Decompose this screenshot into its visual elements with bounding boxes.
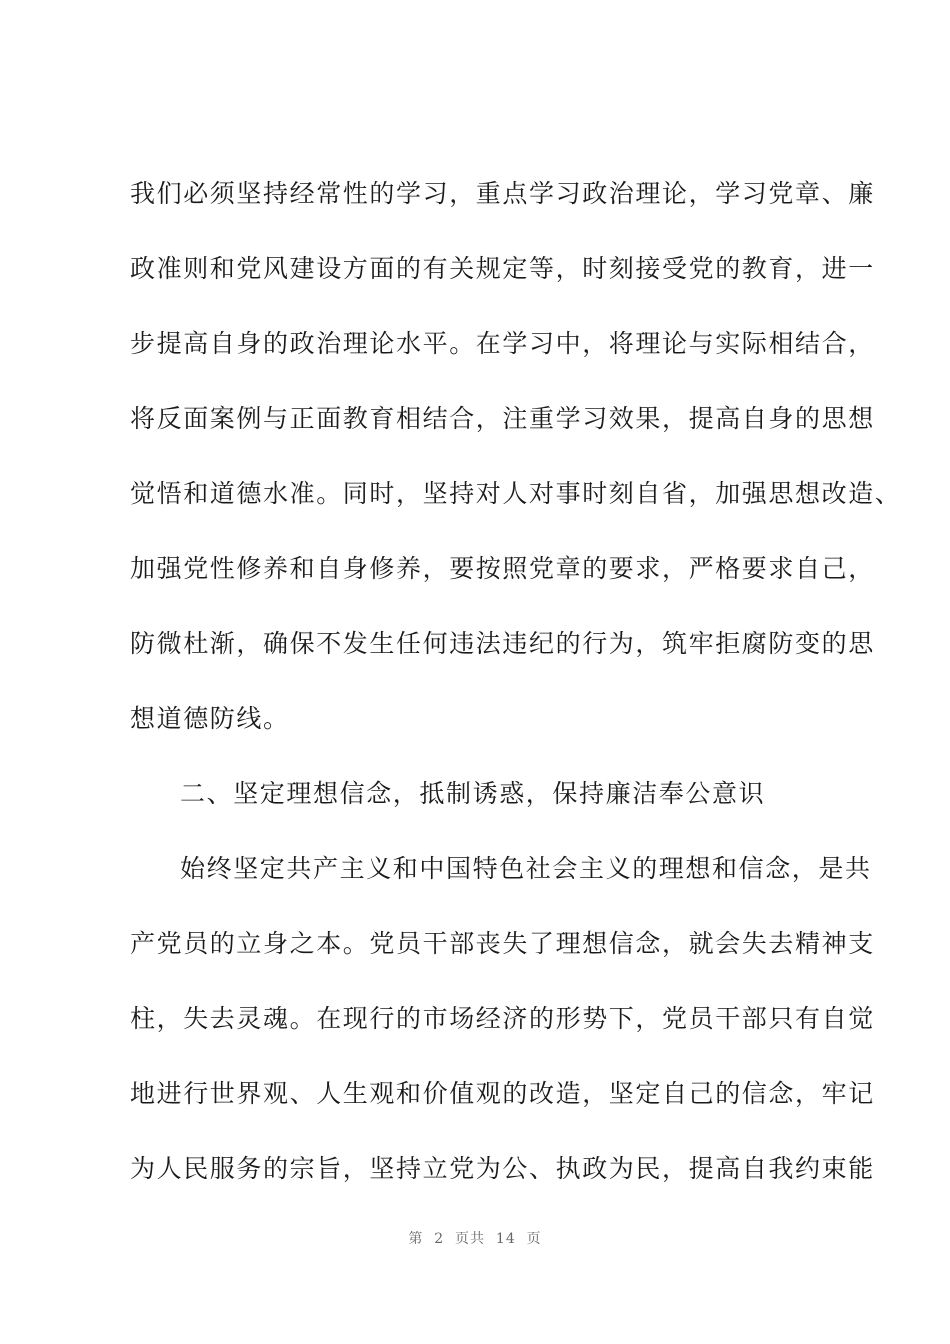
paragraph-line: 柱，失去灵魂。在现行的市场经济的形势下，党员干部只有自觉 bbox=[130, 1004, 875, 1033]
paragraph-line: 我们必须坚持经常性的学习，重点学习政治理论，学习党章、廉 bbox=[130, 179, 875, 208]
section-heading: 二、坚定理想信念，抵制诱惑，保持廉洁奉公意识 bbox=[180, 779, 766, 808]
paragraph-line: 政准则和党风建设方面的有关规定等，时刻接受党的教育，进一 bbox=[130, 254, 875, 283]
paragraph-line: 防微杜渐，确保不发生任何违法违纪的行为，筑牢拒腐防变的思 bbox=[130, 629, 875, 658]
paragraph-line: 觉悟和道德水准。同时，坚持对人对事时刻自省，加强思想改造、 bbox=[130, 479, 902, 508]
paragraph-line: 将反面案例与正面教育相结合，注重学习效果，提高自身的思想 bbox=[130, 404, 875, 433]
paragraph-line: 步提高自身的政治理论水平。在学习中，将理论与实际相结合， bbox=[130, 329, 875, 358]
paragraph-line: 想道德防线。 bbox=[130, 704, 290, 733]
paragraph-line: 加强党性修养和自身修养，要按照党章的要求，严格要求自己， bbox=[130, 554, 875, 583]
paragraph-line: 为人民服务的宗旨，坚持立党为公、执政为民，提高自我约束能 bbox=[130, 1154, 875, 1183]
paragraph-line: 地进行世界观、人生观和价值观的改造，坚定自己的信念，牢记 bbox=[130, 1079, 875, 1108]
paragraph-line: 产党员的立身之本。党员干部丧失了理想信念，就会失去精神支 bbox=[130, 929, 875, 958]
page-number-footer: 第 2 页共 14 页 bbox=[408, 1231, 542, 1247]
paragraph-line: 始终坚定共产主义和中国特色社会主义的理想和信念，是共 bbox=[180, 854, 872, 883]
